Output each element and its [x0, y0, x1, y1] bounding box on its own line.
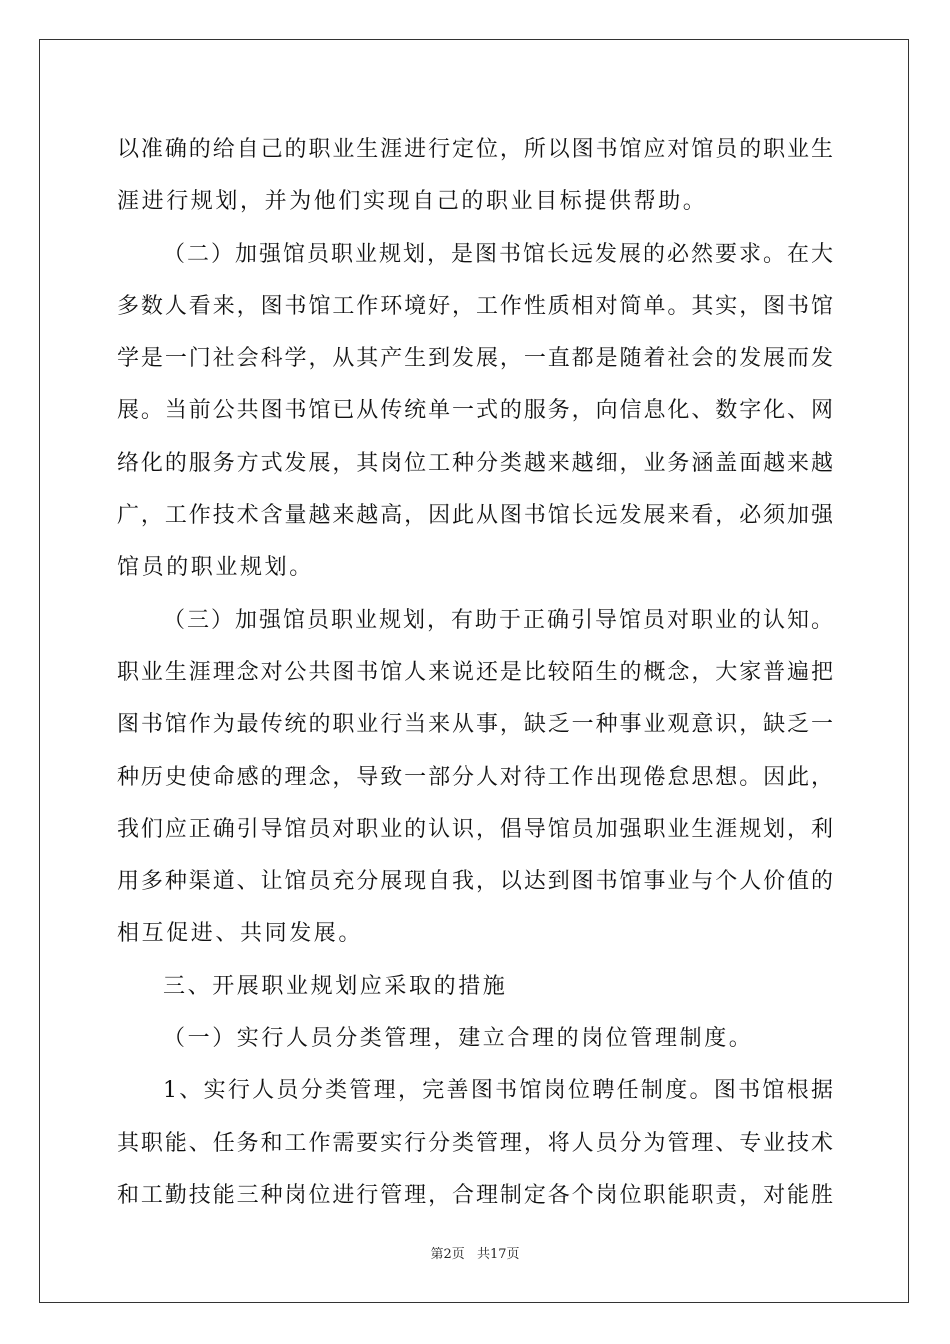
text-line: 职业生涯理念对公共图书馆人来说还是比较陌生的概念，大家普遍把: [117, 659, 833, 685]
text-line: 和工勤技能三种岗位进行管理，合理制定各个岗位职能职责，对能胜: [117, 1182, 833, 1208]
page-number: 第2页: [430, 1247, 465, 1262]
text-line: 展。当前公共图书馆已从传统单一式的服务，向信息化、数字化、网: [117, 398, 833, 424]
text-line: 学是一门社会科学，从其产生到发展，一直都是随着社会的发展而发: [117, 346, 833, 372]
paragraph-start-line: 1、实行人员分类管理，完善图书馆岗位聘任制度。图书馆根据: [163, 1078, 833, 1104]
subsection-heading: （一）实行人员分类管理，建立合理的岗位管理制度。: [163, 1026, 754, 1052]
text-line: 我们应正确引导馆员对职业的认识，倡导馆员加强职业生涯规划，利: [117, 816, 833, 842]
paragraph-start-line: （二）加强馆员职业规划，是图书馆长远发展的必然要求。在大: [163, 241, 833, 267]
text-line: 其职能、任务和工作需要实行分类管理，将人员分为管理、专业技术: [117, 1130, 833, 1156]
text-line: 馆员的职业规划。: [117, 555, 314, 581]
paragraph-start-line: （三）加强馆员职业规划，有助于正确引导馆员对职业的认知。: [163, 607, 833, 633]
text-line: 多数人看来，图书馆工作环境好，工作性质相对简单。其实，图书馆: [117, 293, 833, 319]
text-line: 络化的服务方式发展，其岗位工种分类越来越细，业务涵盖面越来越: [117, 450, 833, 476]
text-line: 用多种渠道、让馆员充分展现自我，以达到图书馆事业与个人价值的: [117, 869, 833, 895]
text-line: 图书馆作为最传统的职业行当来从事，缺乏一种事业观意识，缺乏一: [117, 712, 833, 738]
page-total: 共17页: [476, 1247, 520, 1262]
text-line: 以准确的给自己的职业生涯进行定位，所以图书馆应对馆员的职业生: [117, 137, 833, 162]
section-heading: 三、开展职业规划应采取的措施: [163, 973, 508, 999]
text-line: 相互促进、共同发展。: [117, 921, 364, 947]
page-footer: [0, 1246, 950, 1264]
document-body: [117, 124, 833, 1222]
text-line: 涯进行规划，并为他们实现自己的职业目标提供帮助。: [117, 189, 708, 215]
text-line: 种历史使命感的理念，导致一部分人对待工作出现倦怠思想。因此，: [117, 764, 833, 790]
text-line: 广，工作技术含量越来越高，因此从图书馆长远发展来看，必须加强: [117, 503, 833, 529]
